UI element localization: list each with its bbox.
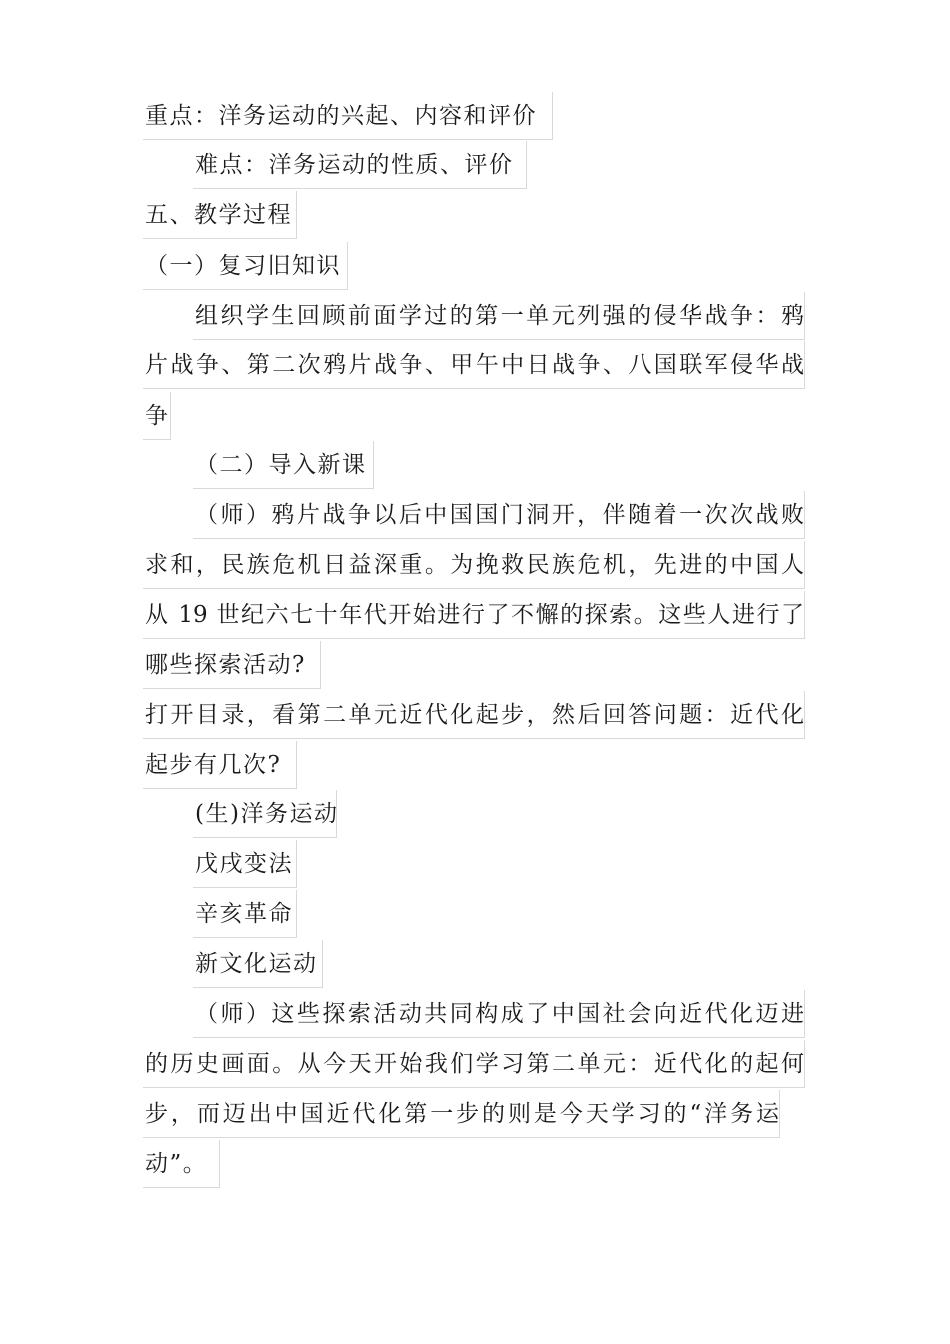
paragraph-line: 的历史画面。从今天开始我们学习第二单元：近代化的起何 [143, 1040, 805, 1088]
paragraph-line: 起步有几次? [143, 741, 297, 789]
difficult-points-line: 难点：洋务运动的性质、评价 [193, 141, 527, 189]
paragraph-line: 动”。 [143, 1140, 220, 1188]
paragraph-line: 从 19 世纪六七十年代开始进行了不懈的探索。这些人进行了 [143, 591, 805, 639]
subheading-review: （一）复习旧知识 [143, 242, 348, 290]
answer-item: (生)洋务运动 [193, 790, 337, 838]
answer-item: 辛亥革命 [193, 890, 297, 938]
paragraph-line: （师）鸦片战争以后中国国门洞开，伴随着一次次战败 [193, 491, 805, 539]
paragraph-line: 打开目录，看第二单元近代化起步，然后回答问题：近代化 [143, 691, 805, 739]
answer-item: 新文化运动 [193, 940, 323, 988]
answer-item: 戊戌变法 [193, 840, 297, 888]
section-heading-teaching-process: 五、教学过程 [143, 191, 297, 239]
paragraph-line: 哪些探索活动? [143, 641, 321, 689]
paragraph-line: （师）这些探索活动共同构成了中国社会向近代化迈进 [193, 990, 805, 1038]
subheading-intro: （二）导入新课 [193, 441, 374, 489]
paragraph-line: 组织学生回顾前面学过的第一单元列强的侵华战争：鸦 [193, 292, 805, 340]
paragraph-line: 步，而迈出中国近代化第一步的则是今天学习的“洋务运 [143, 1090, 780, 1138]
paragraph-line: 求和，民族危机日益深重。为挽救民族危机，先进的中国人 [143, 541, 805, 589]
key-points-line: 重点：洋务运动的兴起、内容和评价 [143, 92, 553, 140]
paragraph-line: 争 [143, 392, 171, 440]
paragraph-line: 片战争、第二次鸦片战争、甲午中日战争、八国联军侵华战 [143, 341, 805, 389]
